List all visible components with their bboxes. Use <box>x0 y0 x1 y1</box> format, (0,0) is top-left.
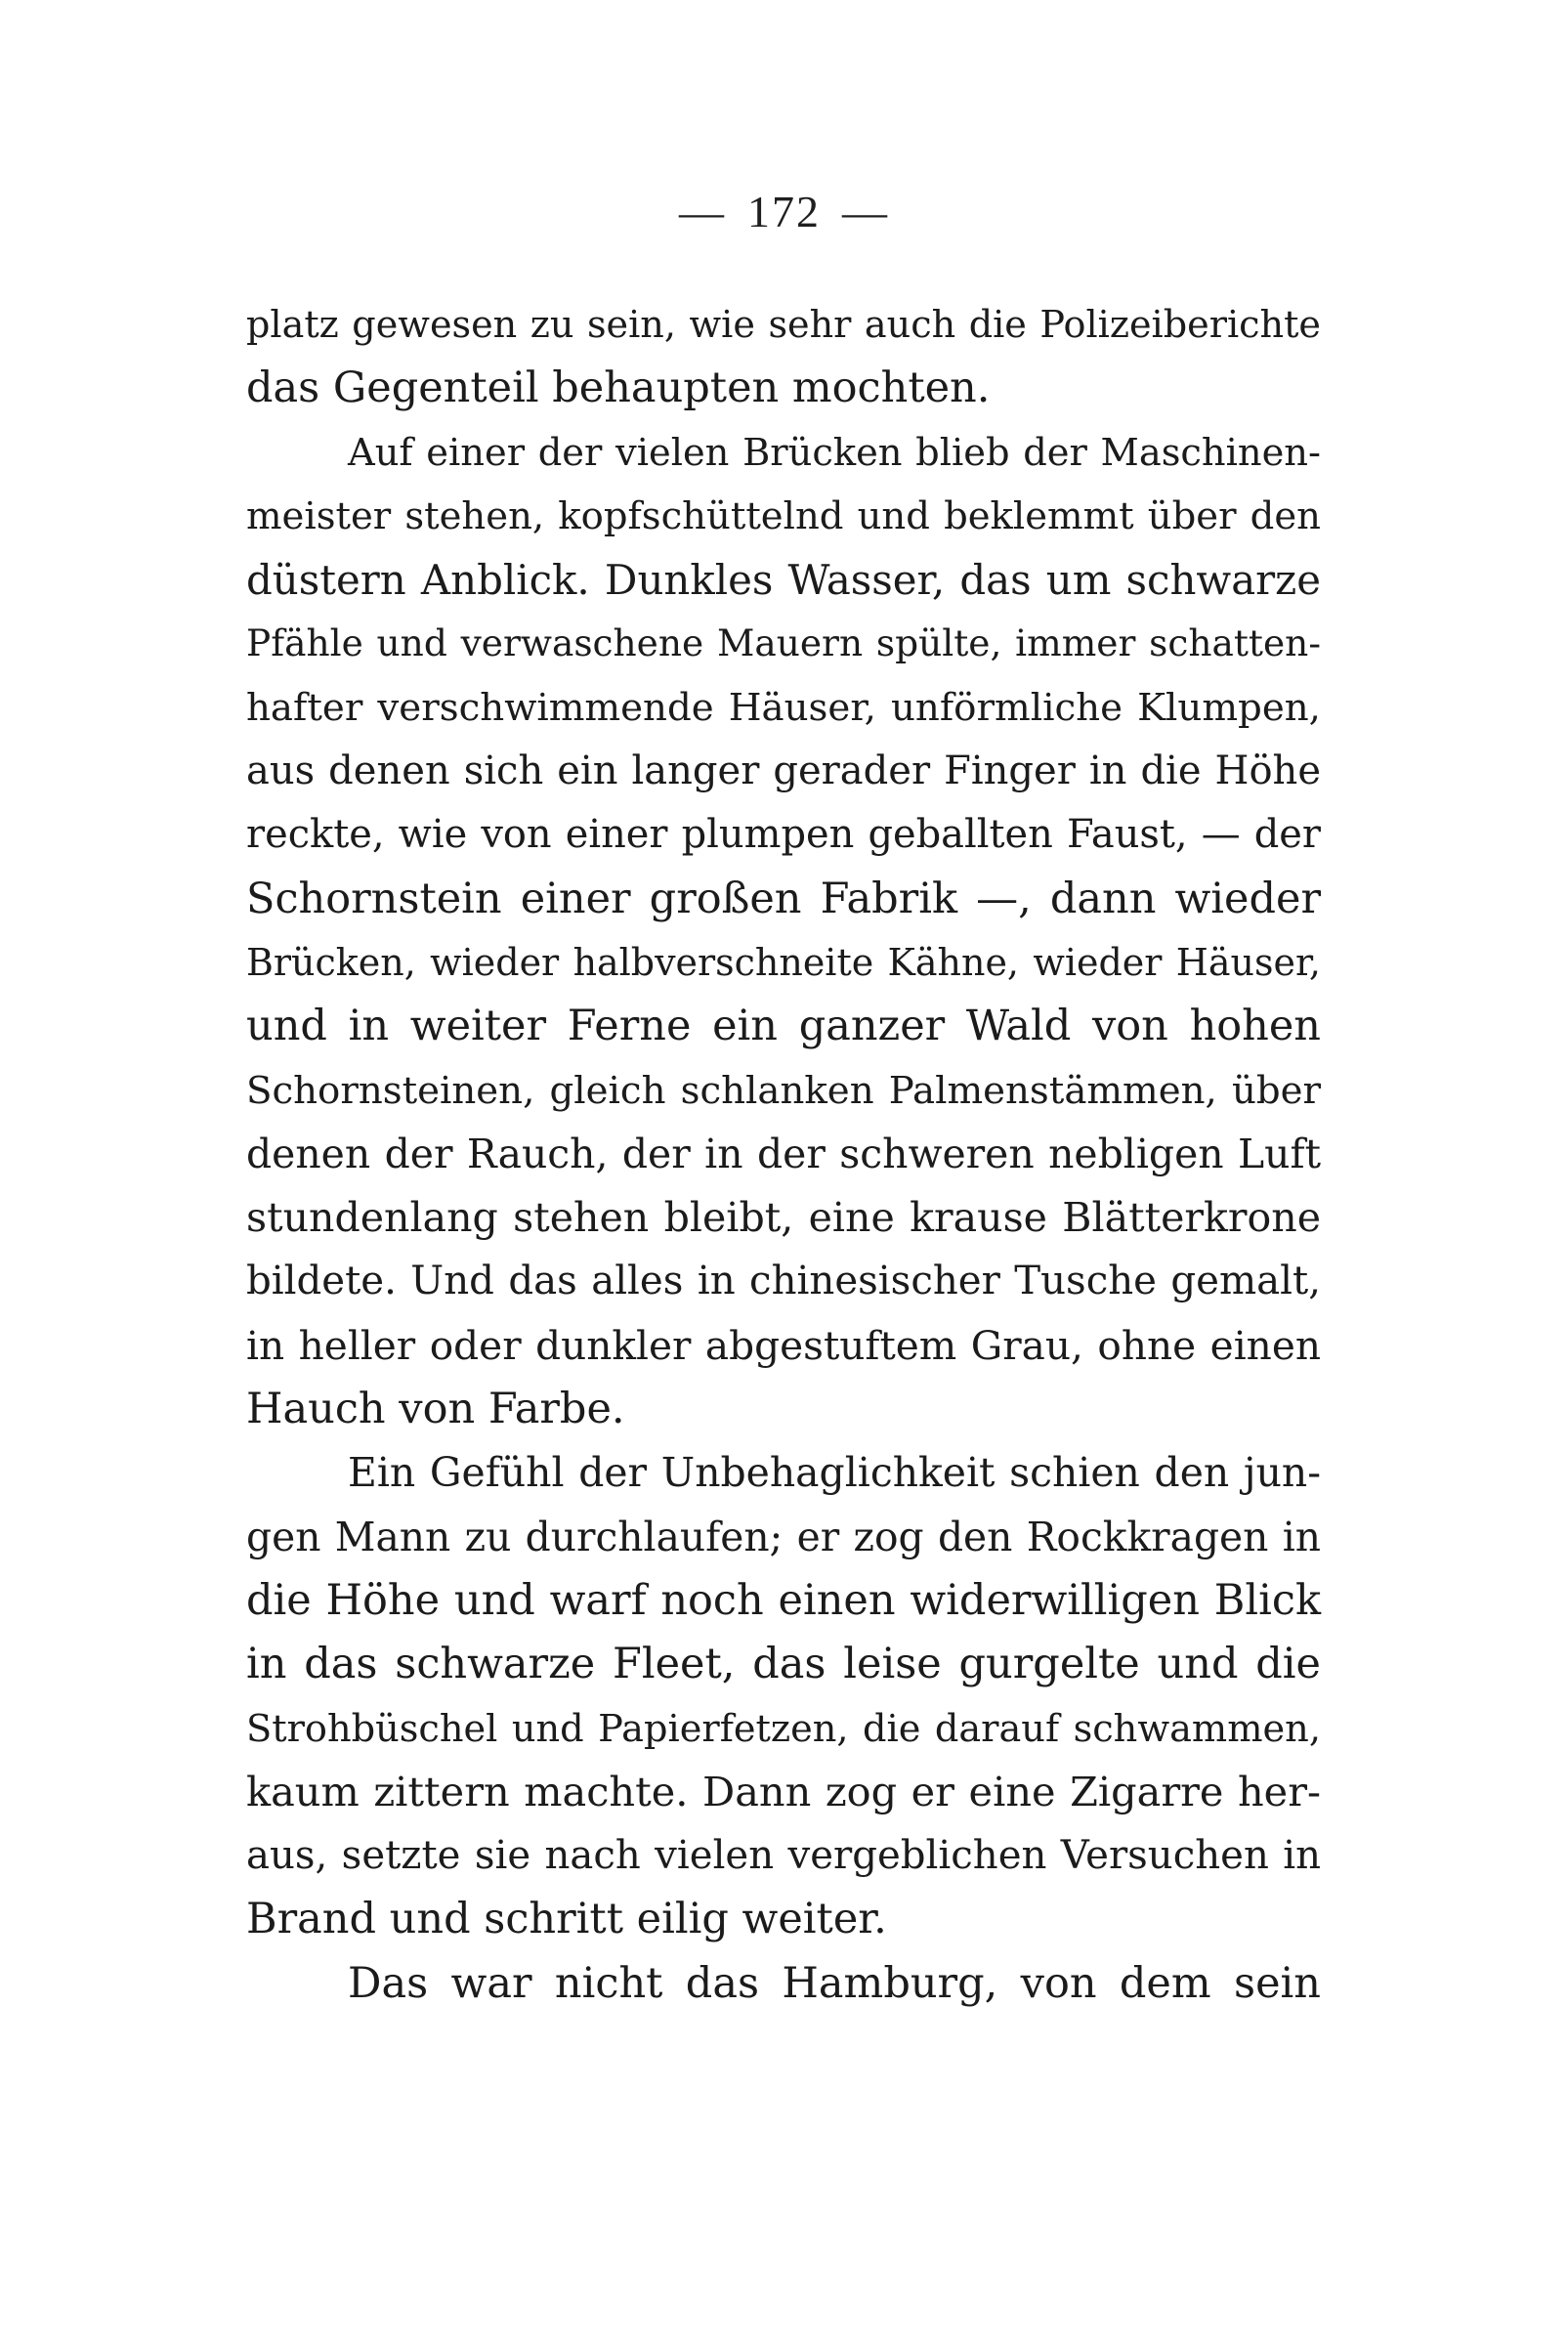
text-line: die Höhe und warf noch einen widerwilligen Blick <box>246 1575 1321 1625</box>
header-dash-left: — <box>679 187 726 236</box>
text-line: in das schwarze Fleet, das leise gurgelte und die <box>246 1640 1321 1689</box>
text-line: Auf einer der vielen Brücken blieb der Maschinen- <box>348 430 1321 475</box>
text-line: gen Mann zu durchlaufen; er zog den Rockkragen in <box>246 1513 1321 1560</box>
text-line: in heller oder dunkler abgestuftem Grau, ohne einen <box>246 1321 1321 1369</box>
text-line: kaum zittern machte. Dann zog er eine Zigarre her- <box>246 1768 1321 1815</box>
text-line: Das war nicht das Hamburg, von dem sein <box>348 1958 1321 2008</box>
paragraph-3 <box>246 1441 1321 1951</box>
paragraph-4 <box>246 1952 1321 2016</box>
text-line: platz gewesen zu sein, wie sehr auch die Polizeiberichte <box>246 303 1321 346</box>
text-line: düstern Anblick. Dunkles Wasser, das um schwarze <box>246 556 1321 605</box>
text-line: Hauch von Farbe. <box>246 1385 625 1434</box>
text-line: Schornstein einer großen Fabrik —, dann wieder <box>246 874 1321 923</box>
text-line: aus denen sich ein langer gerader Finger in die Höhe <box>246 748 1321 794</box>
paragraph-1 <box>246 293 1321 421</box>
text-line: und in weiter Ferne ein ganzer Wald von hohen <box>246 1002 1321 1051</box>
text-line: stundenlang stehen bleibt, eine krause Blätterkrone <box>246 1194 1321 1242</box>
text-line: Pfähle und verwaschene Mauern spülte, immer schatten- <box>246 621 1321 665</box>
page-number-header <box>0 186 1568 237</box>
text-line: aus, setzte sie nach vielen vergeblichen Versuchen in <box>246 1833 1321 1879</box>
text-line: das Gegenteil behaupten mochten. <box>246 363 991 413</box>
text-line: denen der Rauch, der in der schweren nebligen Luft <box>246 1130 1321 1177</box>
paragraph-2 <box>246 421 1321 1442</box>
text-line: reckte, wie von einer plumpen geballten Faust, — der <box>246 812 1321 858</box>
text-line: meister stehen, kopfschüttelnd und beklemmt über den <box>246 493 1321 538</box>
text-line: Brücken, wieder halbverschneite Kähne, wieder Häuser, <box>246 940 1321 984</box>
text-line: Schornsteinen, gleich schlanken Palmenstämmen, über <box>246 1068 1321 1113</box>
text-line: Brand und schritt eilig weiter. <box>246 1895 887 1944</box>
body-text <box>246 293 1321 2016</box>
text-line: Strohbüschel und Papierfetzen, die darauf schwammen, <box>246 1706 1321 1751</box>
header-dash-right: — <box>842 187 889 236</box>
text-line: bildete. Und das alles in chinesischer Tusche gemalt, <box>246 1259 1321 1304</box>
text-line: hafter verschwimmende Häuser, unförmliche Klumpen, <box>246 685 1321 730</box>
page-number: 172 <box>747 187 821 236</box>
text-line: Ein Gefühl der Unbehaglichkeit schien den jun- <box>348 1449 1321 1497</box>
